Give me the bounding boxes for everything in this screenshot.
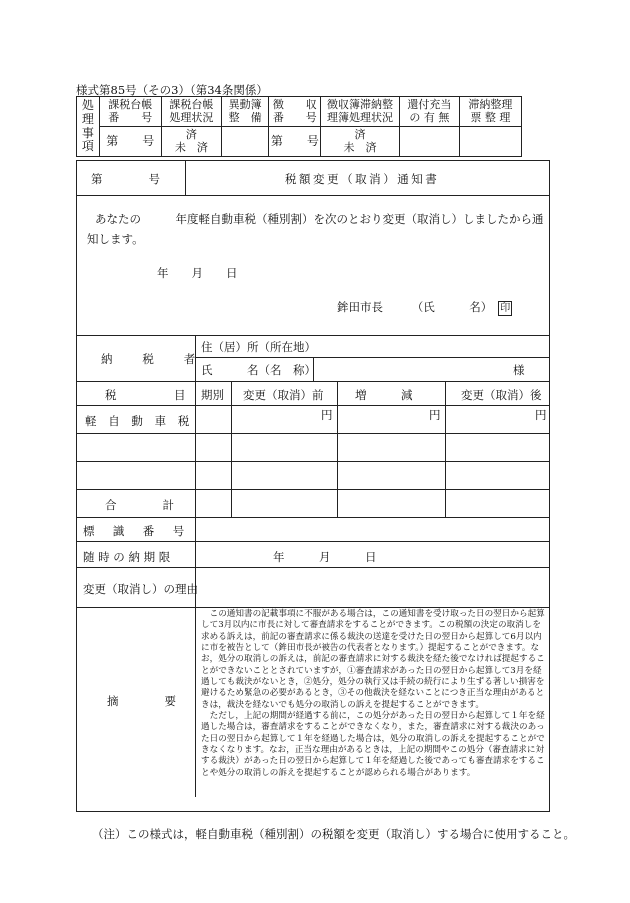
deadline-label: 随 時 の 納 期 限 bbox=[83, 550, 171, 564]
processing-side-label: 処 理 事 項 bbox=[77, 97, 100, 157]
address-label: 住（居）所（所在地） bbox=[201, 340, 316, 354]
form-number: 様式第85号（その3）（第34条関係） bbox=[76, 83, 268, 97]
refund-cell[interactable] bbox=[399, 127, 459, 157]
name-label: 氏 名（名 称） bbox=[201, 363, 316, 377]
delinquency-cell[interactable] bbox=[459, 127, 521, 157]
seal-mark: 印 bbox=[500, 303, 511, 314]
header-refund: 還付充当 の 有 無 bbox=[399, 97, 459, 127]
footnote: （注）この様式は，軽自動車税（種別割）の税額を変更（取消し）する場合に使用すること。 bbox=[92, 827, 575, 841]
col-after: 変更（取消）後 bbox=[461, 388, 542, 402]
col-before: 変更（取消）前 bbox=[243, 388, 324, 402]
col-change: 増 減 bbox=[355, 388, 413, 402]
header-change-register: 異動簿 整 備 bbox=[221, 97, 269, 127]
header-tax-ledger-status: 課税台帳 処理状況 bbox=[161, 97, 221, 127]
plate-number-label: 標 識 番 号 bbox=[83, 524, 188, 538]
yen-before: 円 bbox=[321, 408, 333, 422]
collection-status-cell[interactable]: 済 未 済 bbox=[321, 127, 400, 157]
ledger-no-cell[interactable]: 第 号 bbox=[99, 127, 161, 157]
processing-table bbox=[76, 96, 522, 157]
remarks-text: この通知書の記載事項に不服がある場合は，この通知書を受け取った日の翌日から起算して3月以内に市長に対して審査請求をすることができます。この税額の決定の取消しを求める訴えは，前記の審査請求に係る裁決の送達を受けた日の翌日から起算して6月以内に市を被告として（鉾田市長が被告の代表者となります。）提起することができます。なお，処分の取消しの訴えは，前記の審査請求に対する裁決を経た後でなければ提起することができないこととされていますが，①審査請求があった日の翌日から起算して3月を経過しても裁決がないとき，②処分，処分の執行又は手続の続行により生ずる著しい損害を避けるため緊急の必要があるとき，③その他裁決を経ないことにつき正当な理由があるときは，裁決を経ないでも処分の取消しの訴えを提起することができます。 ただし，上記の期間が経過する前に，この処分があった日の翌日から起算して１年を経過した場合は，審査請求をすることができなくなり，また，審査請求に対する裁決のあった日の翌日から起算して１年を経過した場合は，処分の取消しの訴えを提起することができなくなります。なお，正当な理由があるときは，上記の期間やこの処分（審査請求に対する裁決）があった日の翌日から起算して１年を経過した後であっても審査請求をすることや処分の取消しの訴えを提起することが認められる場合があります。 bbox=[201, 609, 545, 778]
issuer-name: 鉾田市長 （氏 名） 印 bbox=[337, 300, 511, 314]
yen-after: 円 bbox=[535, 408, 547, 422]
col-tax-item: 税 目 bbox=[105, 388, 186, 402]
row-total: 合 計 bbox=[105, 498, 174, 512]
col-period: 期別 bbox=[201, 388, 224, 402]
taxpayer-label: 納 税 者 bbox=[101, 352, 205, 366]
reason-label: 変更（取消し）の理由 bbox=[83, 582, 198, 596]
notice-body-line2: 知します。 bbox=[87, 232, 144, 246]
header-tax-ledger-no: 課税台帳 番 号 bbox=[99, 97, 161, 127]
notice-body-line1: あなたの 年度軽自動車税（種別割）を次のとおり変更（取消し）しましたから通 bbox=[95, 212, 544, 226]
ledger-status-cell[interactable]: 済 未 済 bbox=[161, 127, 221, 157]
remarks-label: 摘 要 bbox=[107, 694, 176, 708]
header-collection-status: 徴収簿滞納整 理簿処理状況 bbox=[321, 97, 400, 127]
notice-form bbox=[76, 160, 550, 812]
document-title: 税額変更（取消）通知書 bbox=[285, 172, 440, 186]
collection-no-cell[interactable]: 第 号 bbox=[269, 127, 321, 157]
yen-change: 円 bbox=[429, 408, 441, 422]
honorific: 様 bbox=[513, 363, 525, 377]
row-light-vehicle-tax: 軽 自 動 車 税 bbox=[85, 414, 194, 428]
issue-date: 年 月 日 bbox=[157, 266, 238, 280]
header-delinquency: 滞納整理 票 整 理 bbox=[459, 97, 521, 127]
deadline-date: 年 月 日 bbox=[273, 550, 377, 564]
header-collection-no: 徴 収 番 号 bbox=[269, 97, 321, 127]
document-number: 第 号 bbox=[91, 172, 160, 186]
change-register-cell[interactable] bbox=[221, 127, 269, 157]
